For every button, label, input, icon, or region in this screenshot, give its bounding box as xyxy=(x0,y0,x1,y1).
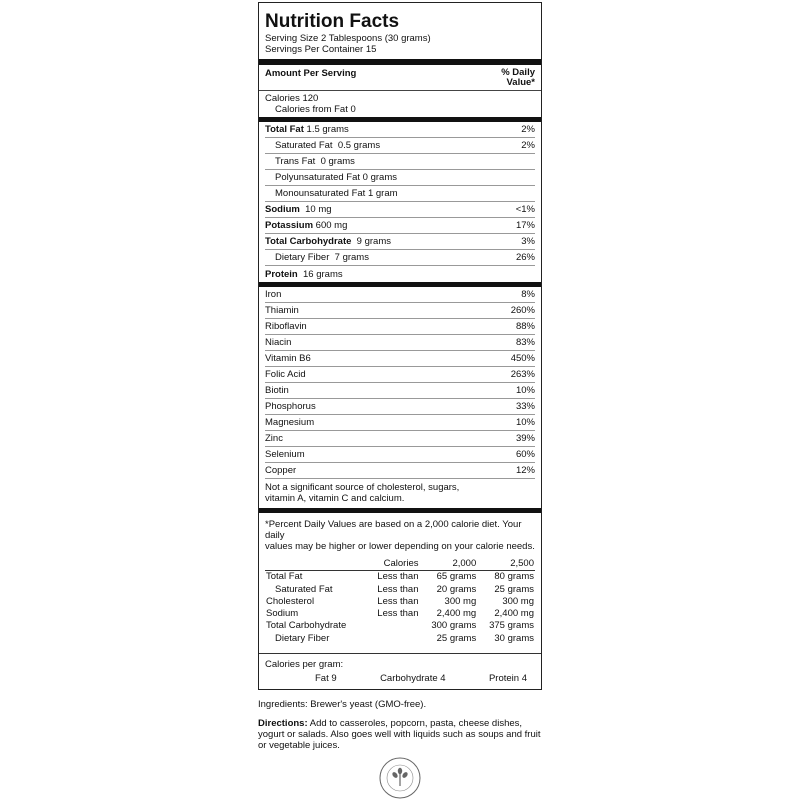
dv-table-row xyxy=(265,608,535,620)
dv-table-cell-v2000: 300 mg xyxy=(444,595,477,607)
vitamin-name: Folic Acid xyxy=(265,369,306,380)
not-significant-line1: Not a significant source of cholesterol, sugars, xyxy=(265,482,460,493)
guaranteed-seal xyxy=(374,756,426,805)
dv-table-row xyxy=(265,571,535,584)
footnote-line2: values may be higher or lower depending on your calorie needs. xyxy=(265,541,535,552)
not-significant-note xyxy=(265,479,535,508)
directions-label: Directions: xyxy=(258,718,308,729)
dv-table-cell-limit: Less than xyxy=(377,571,419,583)
nutrient-name xyxy=(265,220,347,231)
cpg-fat: Fat 9 xyxy=(315,673,337,685)
dv-table-cell-limit: Less than xyxy=(377,595,419,607)
nutrient-name xyxy=(265,140,380,151)
nutrient-amount: 1.5 grams xyxy=(303,124,349,135)
dv-header-2500: 2,500 xyxy=(477,558,535,571)
vitamin-name: Copper xyxy=(265,465,297,476)
nutrient-row xyxy=(265,250,535,266)
vitamin-row xyxy=(265,431,535,447)
nutrient-row xyxy=(265,202,535,218)
vitamin-row xyxy=(265,287,535,303)
footnote-line1: *Percent Daily Values are based on a 2,000 calorie diet. Your daily xyxy=(265,519,522,541)
leaf-icon xyxy=(391,768,408,786)
nutrient-row xyxy=(265,266,535,282)
nutrient-name xyxy=(265,172,397,183)
nutrient-amount: Saturated Fat 0.5 grams xyxy=(275,140,381,151)
nutrient-list xyxy=(265,122,535,282)
dv-table-cell-name: Saturated Fat xyxy=(275,583,333,595)
nutrient-amount: Dietary Fiber 7 grams xyxy=(275,252,369,263)
vitamin-name: Phosphorus xyxy=(265,401,316,412)
dv-table-cell-name: Total Fat xyxy=(266,571,303,583)
vitamin-row xyxy=(265,367,535,383)
dv-table-row xyxy=(265,584,535,596)
vitamin-name: Riboflavin xyxy=(265,321,307,332)
dv-table-cell-v2000: 25 grams xyxy=(436,632,477,644)
nutrient-bold-name: Total Fat xyxy=(265,124,304,135)
dv-table-row xyxy=(265,596,535,608)
nutrient-daily-value: 2% xyxy=(521,140,535,151)
dv-table-cell-v2500: 375 grams xyxy=(489,620,534,632)
nutrient-name xyxy=(265,156,355,167)
cpg-protein: Protein 4 xyxy=(488,673,527,685)
daily-value-header-line2: Value* xyxy=(506,77,535,88)
nutrient-amount: Monounsaturated Fat 1 gram xyxy=(275,188,398,199)
daily-value-header xyxy=(501,68,535,88)
daily-value-table-header xyxy=(265,558,535,571)
vitamin-name: Vitamin B6 xyxy=(265,353,311,364)
vitamin-name: Thiamin xyxy=(265,305,299,316)
nutrient-row xyxy=(265,170,535,186)
nutrient-row xyxy=(265,186,535,202)
vitamin-row xyxy=(265,335,535,351)
calories: Calories 120 xyxy=(265,93,319,104)
calories-from-fat: Calories from Fat 0 xyxy=(275,104,356,115)
nutrient-name xyxy=(265,188,398,199)
dv-table-row xyxy=(265,620,535,632)
nutrient-row xyxy=(265,218,535,234)
dv-table-cell-v2000: 2,400 mg xyxy=(436,608,477,620)
nutrient-daily-value: <1% xyxy=(515,204,535,215)
dv-table-cell-v2000: 300 grams xyxy=(431,620,477,632)
vitamin-row xyxy=(265,303,535,319)
calories-per-gram-values xyxy=(265,671,535,684)
vitamin-name: Magnesium xyxy=(265,417,315,428)
dv-table-cell-limit xyxy=(366,620,419,632)
nutrient-daily-value: 3% xyxy=(521,236,535,247)
vitamin-daily-value: 88% xyxy=(515,321,535,332)
vitamin-daily-value: 10% xyxy=(515,385,535,396)
directions xyxy=(258,718,542,751)
vitamin-daily-value: 263% xyxy=(510,369,535,380)
nutrient-daily-value: 26% xyxy=(515,252,535,263)
amount-per-serving-header xyxy=(265,65,535,90)
vitamin-row xyxy=(265,447,535,463)
dv-table-cell-v2500: 300 mg xyxy=(502,595,534,607)
dv-table-cell-name: Dietary Fiber xyxy=(275,632,330,644)
vitamin-daily-value: 39% xyxy=(515,433,535,444)
nutrient-name xyxy=(265,269,343,280)
vitamin-daily-value: 8% xyxy=(521,289,535,300)
nutrient-bold-name: Total Carbohydrate xyxy=(265,236,352,247)
nutrient-row xyxy=(265,122,535,138)
dv-table-cell-limit: Less than xyxy=(377,583,419,595)
nutrient-amount: 600 mg xyxy=(313,220,348,231)
daily-value-table xyxy=(265,558,535,645)
nutrient-row xyxy=(265,154,535,170)
vitamin-row xyxy=(265,383,535,399)
calories-per-gram: Calories per gram: xyxy=(265,659,344,671)
footnote xyxy=(265,513,535,552)
amount-per-serving: Amount Per Serving xyxy=(265,68,357,79)
ingredients: Ingredients: Brewer's yeast (GMO-free). xyxy=(258,699,427,710)
dv-table-cell-v2500: 30 grams xyxy=(494,632,534,644)
dv-table-cell-limit: Less than xyxy=(377,608,419,620)
vitamin-row xyxy=(265,415,535,431)
vitamin-name: Iron xyxy=(265,289,282,300)
nutrient-amount: 10 mg xyxy=(299,204,332,215)
vitamin-name: Biotin xyxy=(265,385,289,396)
nutrition-facts-label xyxy=(258,2,542,690)
dv-header-calories: Calories xyxy=(366,558,419,571)
vitamin-row xyxy=(265,463,535,479)
dv-table-cell-v2500: 80 grams xyxy=(494,571,534,583)
nutrient-bold-name: Sodium xyxy=(265,204,300,215)
nutrient-amount: 16 grams xyxy=(297,268,343,280)
nutrient-amount: Polyunsaturated Fat 0 grams xyxy=(275,172,397,183)
dv-header-blank xyxy=(265,558,366,571)
vitamin-daily-value: 33% xyxy=(515,401,535,412)
dv-table-cell-name: Sodium xyxy=(266,608,299,620)
serving-size: Serving Size 2 Tablespoons (30 grams) xyxy=(265,33,431,44)
vitamin-list xyxy=(265,287,535,479)
dv-table-cell-name: Total Carbohydrate xyxy=(266,620,347,632)
nutrient-amount: 9 grams xyxy=(351,236,391,247)
dv-table-cell-v2000: 20 grams xyxy=(436,583,477,595)
vitamin-daily-value: 83% xyxy=(515,337,535,348)
vitamin-daily-value: 450% xyxy=(510,353,535,364)
label-title: Nutrition Facts xyxy=(265,11,400,32)
nutrient-daily-value: 17% xyxy=(515,220,535,231)
daily-value-header-line1: % Daily xyxy=(501,67,535,78)
nutrient-row xyxy=(265,234,535,250)
cpg-carb: Carbohydrate 4 xyxy=(380,673,446,685)
vitamin-daily-value: 10% xyxy=(515,417,535,428)
dv-table-cell-name: Cholesterol xyxy=(266,595,315,607)
nutrient-daily-value: 2% xyxy=(521,124,535,135)
nutrient-name xyxy=(265,252,369,263)
nutrient-bold-name: Protein xyxy=(265,268,298,280)
seal-icon xyxy=(374,756,426,800)
dv-header-2000: 2,000 xyxy=(420,558,478,571)
vitamin-daily-value: 60% xyxy=(515,449,535,460)
dv-table-cell-v2500: 25 grams xyxy=(494,583,534,595)
nutrient-bold-name: Potassium xyxy=(265,220,314,231)
dv-table-cell-v2000: 65 grams xyxy=(436,571,477,583)
vitamin-name: Niacin xyxy=(265,337,292,348)
vitamin-daily-value: 12% xyxy=(515,465,535,476)
calories-block xyxy=(265,91,535,117)
dv-table-row xyxy=(265,633,535,645)
dv-table-cell-v2500: 2,400 mg xyxy=(494,608,534,620)
vitamin-name: Selenium xyxy=(265,449,305,460)
vitamin-row xyxy=(265,319,535,335)
nutrient-row xyxy=(265,138,535,154)
servings-per-container: Servings Per Container 15 xyxy=(265,44,377,55)
not-significant-line2: vitamin A, vitamin C and calcium. xyxy=(265,493,405,504)
vitamin-row xyxy=(265,399,535,415)
dv-table-cell-limit xyxy=(366,633,419,645)
vitamin-row xyxy=(265,351,535,367)
vitamin-name: Zinc xyxy=(265,433,283,444)
nutrient-name xyxy=(265,124,349,135)
nutrient-name xyxy=(265,236,391,247)
nutrient-amount: Trans Fat 0 grams xyxy=(275,156,355,167)
directions-text: Add to casseroles, popcorn, pasta, cheese dishes, yogurt or salads. Also goes well with liquids such as soups and fruit or vegetable juices. xyxy=(258,718,541,751)
vitamin-daily-value: 260% xyxy=(510,305,535,316)
nutrient-name xyxy=(265,204,332,215)
